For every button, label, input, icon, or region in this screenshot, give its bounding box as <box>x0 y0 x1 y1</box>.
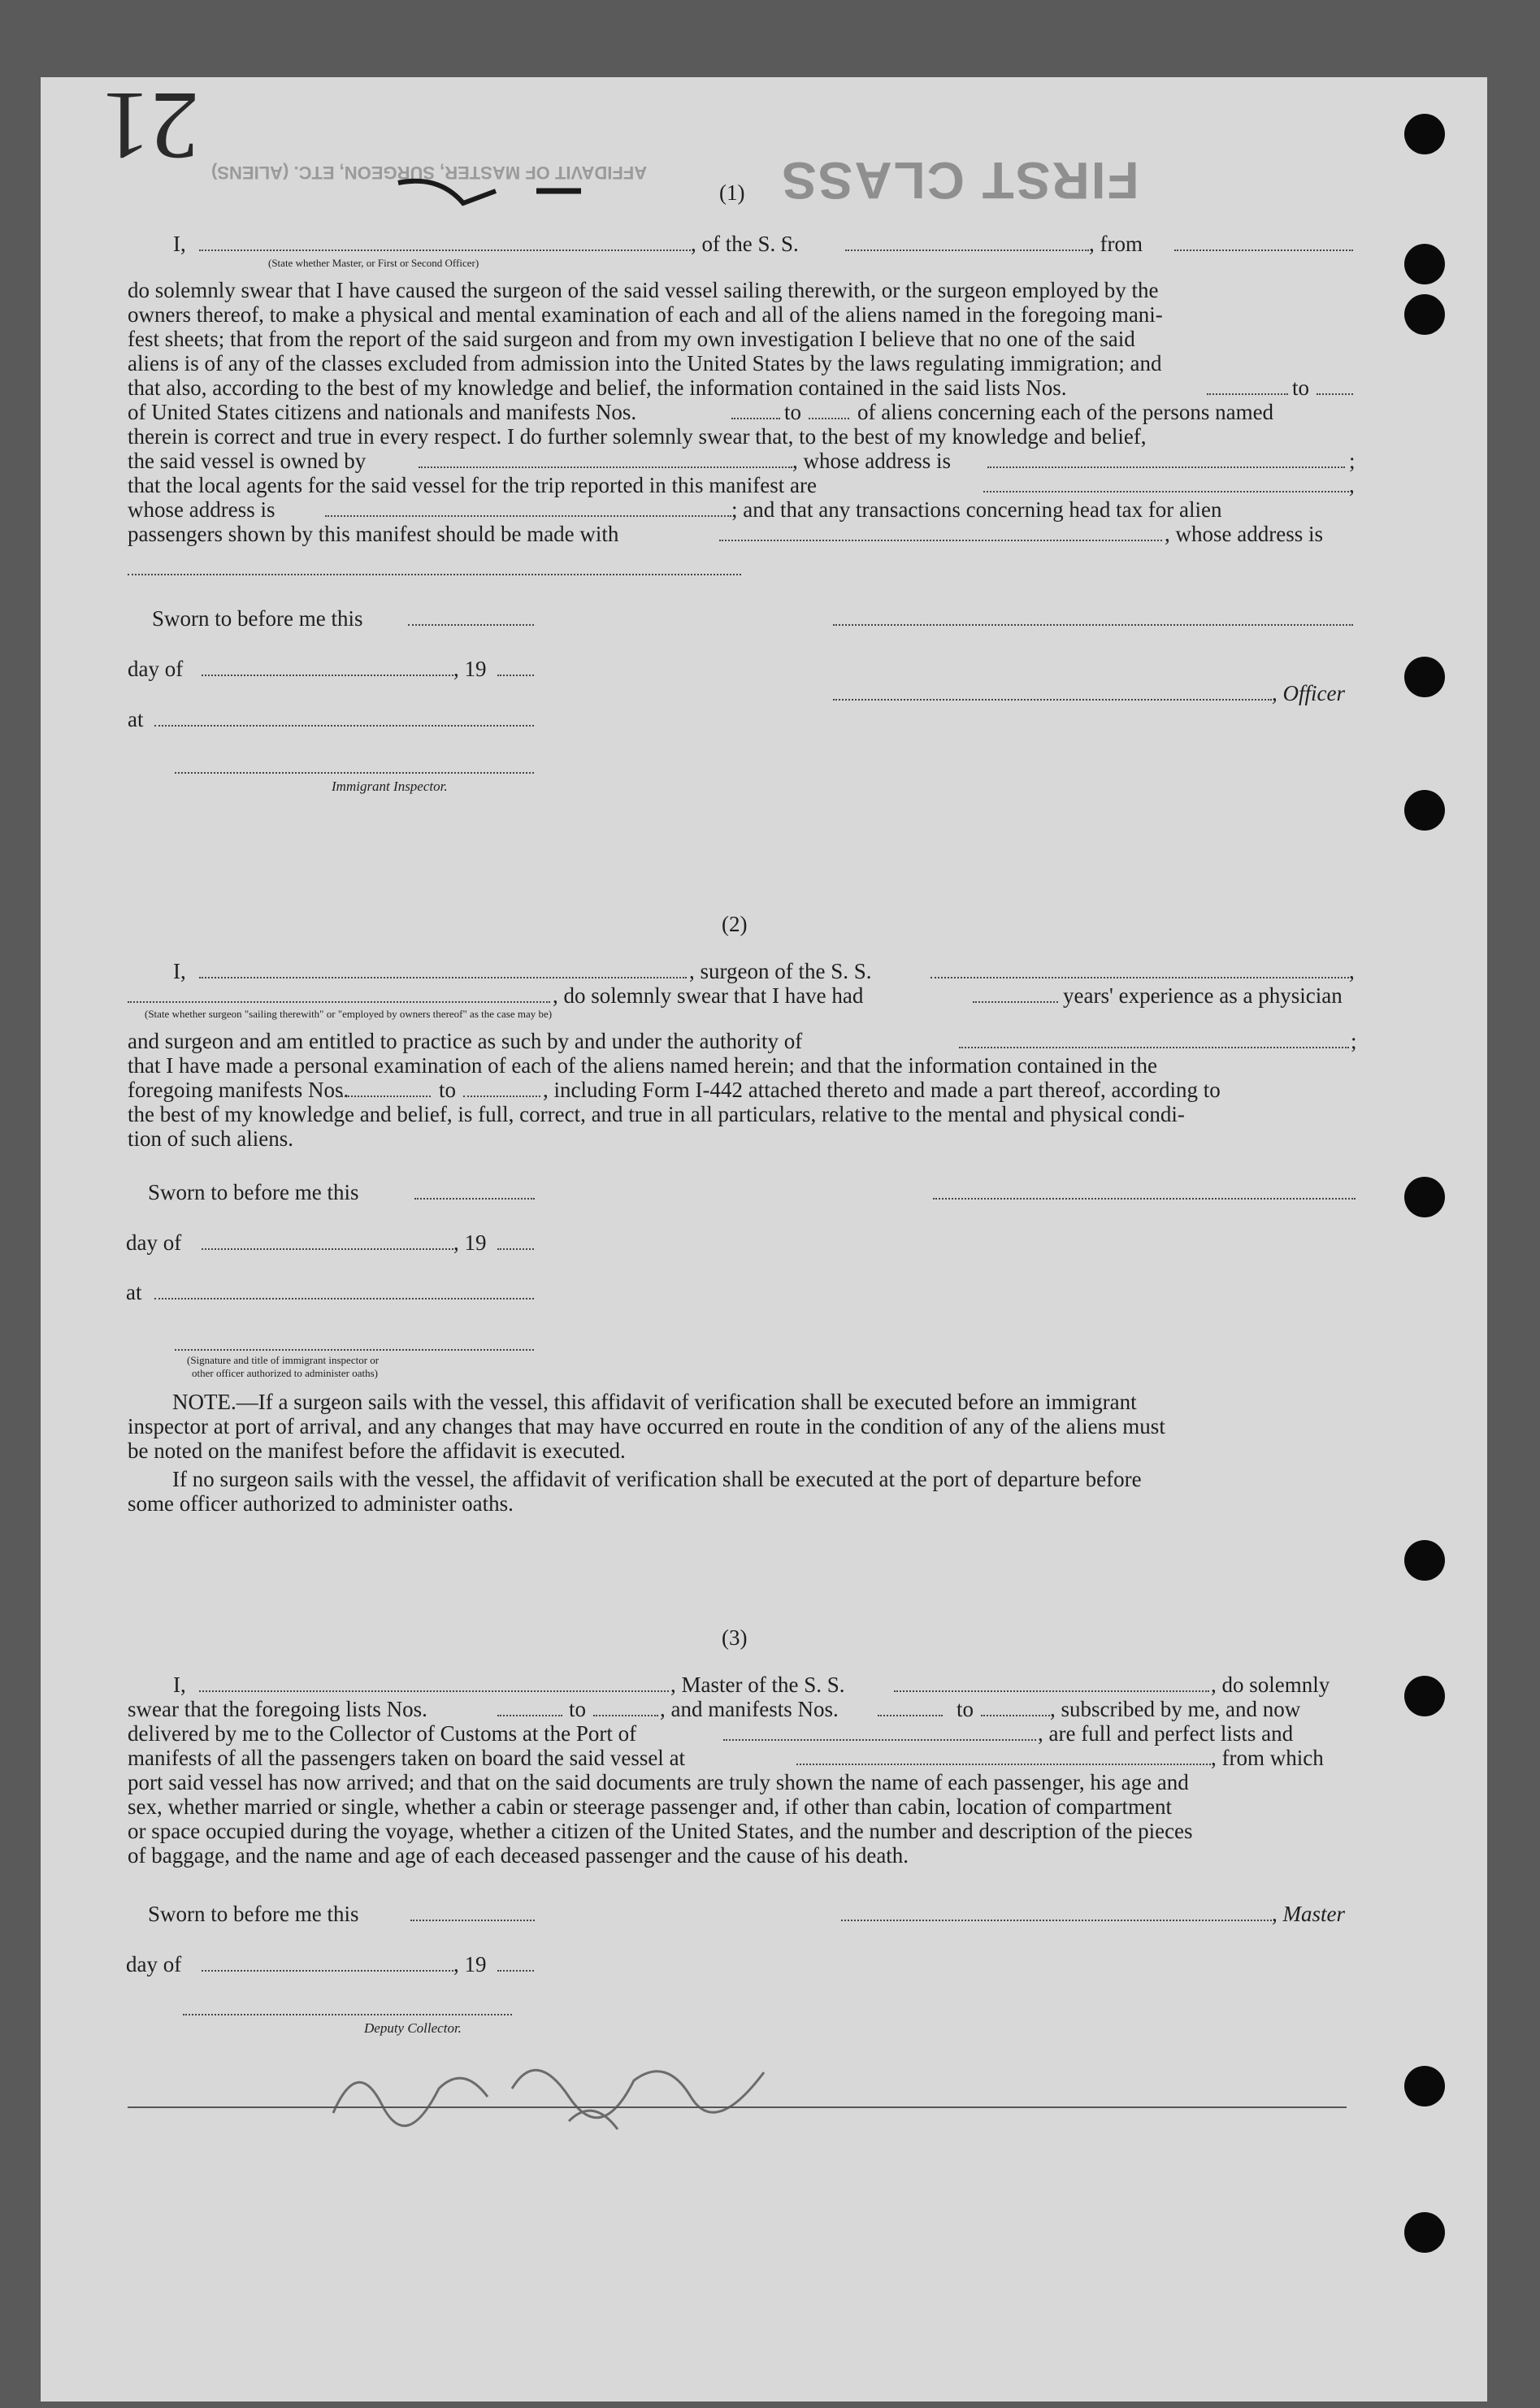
s1-body-line: passengers shown by this manifest should be made with <box>128 522 619 546</box>
s2-at: at <box>126 1280 142 1304</box>
s3-body-line: sex, whether married or single, whether a cabin or steerage passenger and, if other than cabin, location of compartment <box>128 1794 1173 1819</box>
s1-number: (1) <box>719 180 745 205</box>
fill-line <box>1317 393 1353 395</box>
s1-l11-rest: , whose address is <box>1165 522 1323 546</box>
fill-line <box>199 1690 669 1692</box>
s3-body-line: port said vessel has now arrived; and that on the said documents are truly shown the name of each passenger, his age and <box>128 1770 1189 1794</box>
s3-line2-b: , and manifests Nos. <box>660 1697 839 1721</box>
fill-line <box>497 1248 534 1250</box>
s3-line3-b: , are full and perfect lists and <box>1038 1721 1294 1746</box>
punch-hole <box>1404 790 1445 831</box>
fill-line <box>894 1690 1209 1692</box>
s3-sworn: Sworn to before me this <box>148 1902 359 1926</box>
page-number: 21 <box>102 72 199 180</box>
s2-line5-b: , including Form I-442 attached thereto and made a part thereof, according to <box>543 1078 1221 1102</box>
s3-line1-master: , Master of the S. S. <box>670 1673 845 1697</box>
fill-line <box>202 675 453 676</box>
punch-hole <box>1404 294 1445 335</box>
s1-officer-note: (State whether Master, or First or Second Officer) <box>268 257 479 269</box>
fill-line <box>809 418 849 419</box>
s1-body-line: the said vessel is owned by <box>128 449 367 473</box>
fill-line <box>419 466 792 468</box>
s2-line1-ss: , surgeon of the S. S. <box>689 959 872 983</box>
punch-hole <box>1404 2066 1445 2106</box>
s1-body-line: do solemnly swear that I have caused the surgeon of the said vessel sailing therewith, or the surgeon employed by the <box>128 278 1159 302</box>
s2-surgeon-note: (State whether surgeon "sailing therewith" or "employed by owners thereof" as the case may be) <box>145 1008 553 1020</box>
punch-hole <box>1404 2212 1445 2253</box>
s2-line3: and surgeon and am entitled to practice as such by and under the authority of <box>128 1029 803 1053</box>
fill-line <box>1207 393 1288 395</box>
s2-line5-to: to <box>439 1078 457 1102</box>
s1-line1-ss: , of the S. S. <box>691 232 799 256</box>
fill-line <box>981 1715 1050 1716</box>
s1-body-line: owners thereof, to make a physical and mental examination of each and all of the aliens named in the foregoing mani- <box>128 302 1163 327</box>
s2-sworn: Sworn to before me this <box>148 1180 359 1204</box>
s3-line1-end: , do solemnly <box>1211 1673 1330 1697</box>
s2-sig-note-2: other officer authorized to administer oaths) <box>192 1367 378 1379</box>
s2-day-of: day of <box>126 1230 182 1255</box>
s2-year: , 19 <box>453 1230 487 1255</box>
s3-body-line: or space occupied during the voyage, whether a citizen of the United States, and the number and description of the pieces <box>128 1819 1193 1843</box>
note-line: inspector at port of arrival, and any changes that may have occurred en route in the condition of any of the aliens must <box>128 1414 1165 1438</box>
signature-line <box>183 2014 512 2015</box>
s3-line2-to2: to <box>957 1697 974 1721</box>
s3-deputy: Deputy Collector. <box>364 2020 462 2036</box>
fill-line <box>154 1298 534 1299</box>
fill-line <box>731 418 780 419</box>
fill-line <box>341 1096 431 1097</box>
punch-hole <box>1404 244 1445 284</box>
s1-l10-rest: ; and that any transactions concerning head tax for alien <box>731 497 1222 522</box>
class-stamp: FIRST CLASS <box>780 151 1139 210</box>
fill-line <box>463 1096 540 1097</box>
fill-line <box>878 1715 943 1716</box>
s1-l6-rest: of aliens concerning each of the persons named <box>857 400 1274 424</box>
s3-number: (3) <box>722 1625 748 1650</box>
s1-body-line: that the local agents for the said vessel for the trip reported in this manifest are <box>128 473 817 497</box>
signature-line <box>833 624 1353 626</box>
fill-line <box>199 977 687 978</box>
fill-line <box>983 491 1349 492</box>
s3-line1-i: I, <box>173 1673 186 1697</box>
fill-line <box>199 249 691 251</box>
header-stamp: AFFIDAVIT OF MASTER, SURGEON, ETC. (ALIENS) <box>211 163 648 183</box>
fill-line <box>325 515 731 517</box>
punch-hole <box>1404 657 1445 697</box>
s1-l6-to: to <box>784 400 802 424</box>
s2-number: (2) <box>722 912 748 936</box>
fill-line <box>497 1970 534 1972</box>
s1-l9-comma: , <box>1349 473 1355 497</box>
s1-line1-i: I, <box>173 232 186 256</box>
bottom-rule <box>128 2106 1347 2108</box>
fill-line <box>593 1715 658 1716</box>
s2-line2-end: years' experience as a physician <box>1063 983 1343 1008</box>
fill-line <box>414 1198 535 1200</box>
note-line: If no surgeon sails with the vessel, the affidavit of verification shall be executed at the port of departure before <box>172 1467 1142 1491</box>
s1-day-of: day of <box>128 657 184 681</box>
s3-line3-a: delivered by me to the Collector of Customs at the Port of <box>128 1721 637 1746</box>
note-line: be noted on the manifest before the affidavit is executed. <box>128 1438 626 1463</box>
s1-inspector: Immigrant Inspector. <box>332 779 448 794</box>
s3-line2-to1: to <box>569 1697 587 1721</box>
s1-body-line: of United States citizens and nationals and manifests Nos. <box>128 400 637 424</box>
s1-at: at <box>128 707 144 731</box>
fill-line <box>931 977 1349 978</box>
fill-line <box>408 624 534 626</box>
s2-line6: the best of my knowledge and belief, is full, correct, and true in all particulars, relative to the mental and physical condi- <box>128 1102 1185 1126</box>
s1-body-line: whose address is <box>128 497 275 522</box>
fill-line <box>202 1970 453 1972</box>
fill-line <box>410 1920 535 1921</box>
s3-line2-a: swear that the foregoing lists Nos. <box>128 1697 427 1721</box>
fill-line <box>845 249 1089 251</box>
fill-line <box>987 466 1345 468</box>
s2-line4: that I have made a personal examination of each of the aliens named herein; and that the information contained in the <box>128 1053 1158 1078</box>
signature-line <box>175 772 534 774</box>
s1-body-line: fest sheets; that from the report of the said surgeon and from my own investigation I believe that no one of the said <box>128 327 1135 351</box>
note-line: NOTE.—If a surgeon sails with the vessel, this affidavit of verification shall be executed before an immigrant <box>172 1390 1137 1414</box>
fill-line <box>796 1764 1211 1765</box>
fill-line <box>723 1739 1036 1741</box>
s1-sworn: Sworn to before me this <box>152 606 363 631</box>
punch-hole <box>1404 1676 1445 1716</box>
s2-line2-mid: , do solemnly swear that I have had <box>553 983 864 1008</box>
handwritten-mark <box>390 167 601 215</box>
s3-body-line: of baggage, and the name and age of each deceased passenger and the cause of his death. <box>128 1843 909 1868</box>
punch-hole <box>1404 1540 1445 1581</box>
s2-line1-i: I, <box>173 959 186 983</box>
s3-line2-c: , subscribed by me, and now <box>1050 1697 1301 1721</box>
s1-l8-semi: ; <box>1349 449 1356 473</box>
fill-line <box>202 1248 453 1250</box>
signature-line <box>841 1920 1272 1921</box>
fill-line <box>973 1001 1058 1003</box>
handwritten-signature <box>325 2040 780 2137</box>
fill-line <box>1174 249 1353 251</box>
fill-line <box>154 725 534 727</box>
signature-line <box>175 1349 534 1351</box>
fill-line <box>128 1001 550 1003</box>
signature-line <box>833 699 1272 701</box>
fill-line <box>719 540 1162 541</box>
s1-body-line: that also, according to the best of my knowledge and belief, the information contained in the said lists Nos. <box>128 375 1067 400</box>
s3-year: , 19 <box>453 1952 487 1976</box>
fill-line <box>128 574 741 575</box>
punch-hole <box>1404 1177 1445 1217</box>
s3-master-label: , Master <box>1272 1902 1345 1926</box>
s1-officer-line-label: , Officer <box>1272 681 1345 705</box>
s1-body-line: therein is correct and true in every respect. I do further solemnly swear that, to the best of my knowledge and belief, <box>128 424 1147 449</box>
s1-l8-addr: , whose address is <box>792 449 951 473</box>
s2-sig-note-1: (Signature and title of immigrant inspector or <box>187 1354 380 1366</box>
s2-line3-end: ; <box>1351 1029 1357 1053</box>
s2-line5-a: foregoing manifests Nos. <box>128 1078 349 1102</box>
s3-line4-a: manifests of all the passengers taken on board the said vessel at <box>128 1746 686 1770</box>
fill-line <box>497 1715 562 1716</box>
s1-l5-to: to <box>1292 375 1310 400</box>
s1-year: , 19 <box>453 657 487 681</box>
s3-day-of: day of <box>126 1952 182 1976</box>
s2-line7: tion of such aliens. <box>128 1126 293 1151</box>
note-line: some officer authorized to administer oaths. <box>128 1491 514 1516</box>
s3-line4-b: , from which <box>1211 1746 1324 1770</box>
s2-line1-end: , <box>1349 959 1355 983</box>
s1-line1-from: , from <box>1089 232 1143 256</box>
s1-body-line: aliens is of any of the classes excluded from admission into the United States by the laws regulating immigration; and <box>128 351 1162 375</box>
signature-line <box>933 1198 1356 1200</box>
punch-hole <box>1404 114 1445 154</box>
fill-line <box>959 1047 1349 1048</box>
fill-line <box>497 675 534 676</box>
